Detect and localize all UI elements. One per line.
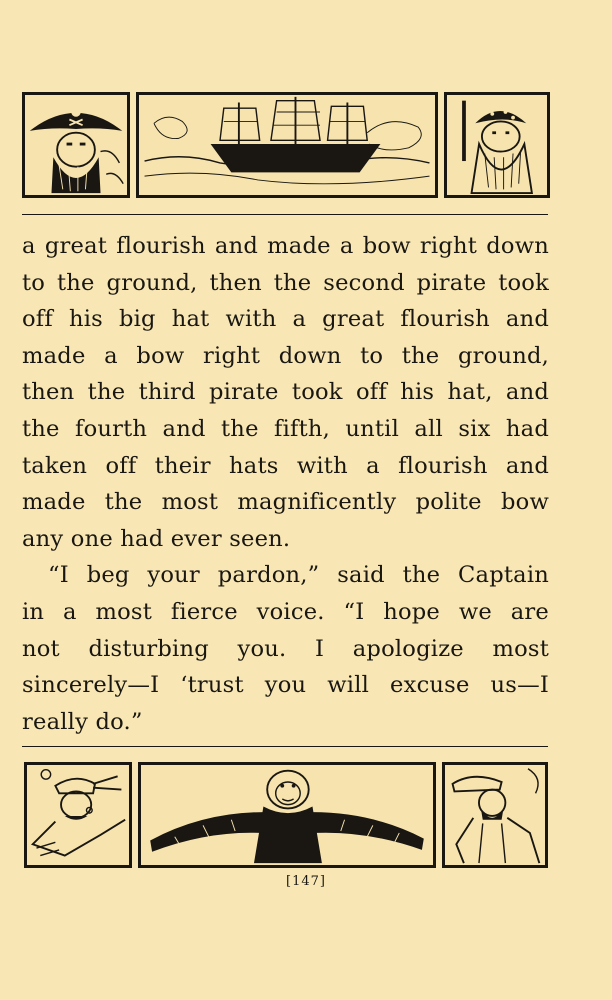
text-line: made a bow right down to the ground, bbox=[22, 342, 549, 369]
skull-hat-pirate-icon bbox=[25, 95, 127, 195]
top-left-panel bbox=[22, 92, 130, 198]
text-line: really do.” bbox=[22, 708, 143, 735]
text-line: not disturbing you. I apologize most bbox=[22, 635, 549, 662]
text-line: the fourth and the fifth, until all six had bbox=[22, 415, 549, 442]
text-line: a great flourish and made a bow right down bbox=[22, 233, 549, 259]
top-center-panel bbox=[136, 92, 438, 198]
bearded-pirate-icon bbox=[447, 95, 547, 195]
pirate-ship-icon bbox=[139, 95, 435, 195]
page-number: [147] bbox=[286, 874, 326, 889]
body-text bbox=[22, 228, 549, 740]
text-line: to the ground, then the second pirate took bbox=[22, 269, 549, 296]
text-line: off his big hat with a great flourish and bbox=[22, 306, 549, 333]
top-right-panel bbox=[444, 92, 550, 198]
text-line: sincerely—I ‘trust you will excuse us—I bbox=[22, 672, 549, 699]
text-line: any one had ever seen. bbox=[22, 525, 291, 552]
text-line: taken off their hats with a flourish and bbox=[22, 452, 549, 479]
bottom-left-panel bbox=[24, 762, 132, 868]
text-line: in a most fierce voice. “I hope we are bbox=[22, 598, 549, 625]
bowing-pirate-icon bbox=[445, 765, 545, 865]
monkey-icon bbox=[141, 765, 433, 865]
bottom-right-panel bbox=[442, 762, 548, 868]
text-line: then the third pirate took off his hat, and bbox=[22, 379, 549, 406]
top-rule bbox=[22, 214, 548, 215]
text-line: made the most magnificently polite bow bbox=[22, 489, 549, 516]
bottom-center-panel bbox=[138, 762, 436, 868]
text-line: “I beg your pardon,” said the Captain bbox=[48, 562, 549, 589]
pirate-with-earring-icon bbox=[27, 765, 129, 865]
bottom-rule bbox=[22, 746, 548, 747]
